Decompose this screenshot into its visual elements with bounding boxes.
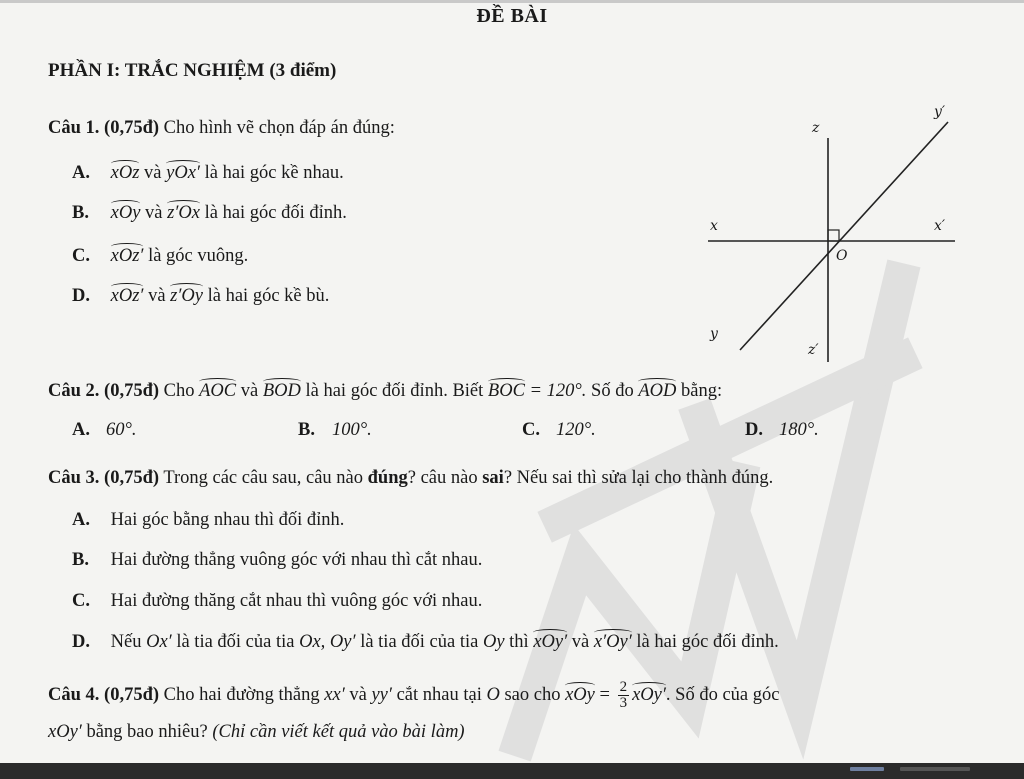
q4-text: Cho hai đường thẳng <box>163 684 320 705</box>
q2-stem <box>48 378 722 402</box>
option-text: là tia đối của tia <box>176 632 295 652</box>
q4-points: (0,75đ) <box>104 684 160 705</box>
q3-keyword-dung: đúng <box>367 468 408 488</box>
q2-points: (0,75đ) <box>104 381 160 401</box>
label-x: x <box>710 218 718 234</box>
taskbar-indicator <box>850 767 884 771</box>
q2-text: Số đo <box>591 381 634 401</box>
q4-text: bằng bao nhiêu? <box>86 722 208 742</box>
fraction-denominator: 3 <box>619 695 628 711</box>
q3-option-b[interactable] <box>72 550 482 571</box>
option-value: 60°. <box>106 420 137 440</box>
angle-symbol: xOy <box>565 682 595 706</box>
math-line: yy′ <box>371 684 392 705</box>
q4-equals: = <box>599 684 610 705</box>
q2-option-d[interactable] <box>745 420 819 441</box>
angle-figure <box>700 100 970 370</box>
option-letter: A. <box>72 163 90 183</box>
q3-text: Trong các câu sau, câu nào <box>163 468 363 488</box>
q3-text: ? câu nào <box>407 468 478 488</box>
option-letter: C. <box>522 420 540 440</box>
fraction-numerator: 2 <box>619 679 628 695</box>
angle-symbol: z′Ox <box>167 200 200 224</box>
math-point: O <box>486 684 500 705</box>
angle-symbol: x′Oy′ <box>594 629 632 653</box>
q4-stem-line2 <box>48 722 465 743</box>
q3-option-a[interactable] <box>72 510 344 531</box>
q1-option-b[interactable] <box>72 200 347 224</box>
angle-symbol: xOy′ <box>632 682 666 706</box>
q2-option-c[interactable] <box>522 420 596 441</box>
option-text: và <box>145 203 163 223</box>
math-angle: xOy′ <box>48 722 82 742</box>
option-text: là góc vuông. <box>148 246 249 266</box>
q4-text: và <box>349 684 367 705</box>
label-x-prime: x′ <box>934 218 946 234</box>
option-letter: D. <box>72 286 90 306</box>
section-heading: PHẦN I: TRẮC NGHIỆM (3 điểm) <box>48 60 337 81</box>
q2-text: bằng: <box>681 381 723 401</box>
option-value: 100°. <box>332 420 372 440</box>
q2-label: Câu 2. <box>48 381 100 401</box>
q4-stem <box>48 680 779 711</box>
q3-option-c[interactable] <box>72 591 482 612</box>
option-letter: C. <box>72 246 90 266</box>
angle-symbol: xOz′ <box>111 243 144 267</box>
option-text: thì <box>509 632 529 652</box>
option-text: Hai đường thẳng vuông góc với nhau thì cắt nhau. <box>110 550 483 570</box>
option-text: là hai góc kề bù. <box>207 286 330 306</box>
q2-option-a[interactable] <box>72 420 137 441</box>
option-letter: C. <box>72 591 90 611</box>
option-value: 120°. <box>556 420 596 440</box>
q1-stem <box>48 118 395 139</box>
angle-symbol: xOz′ <box>111 283 144 307</box>
angle-symbol: BOC <box>488 378 525 402</box>
math-ray: Ox′ <box>146 632 172 652</box>
label-o: O <box>836 248 848 264</box>
q1-option-c[interactable] <box>72 243 248 267</box>
q2-text: là hai góc đối đỉnh. Biết <box>305 381 484 401</box>
option-letter: D. <box>72 632 90 652</box>
q2-text: Cho <box>163 381 195 401</box>
q1-label: Câu 1. <box>48 118 100 138</box>
q3-stem <box>48 468 773 489</box>
q4-text: sao cho <box>504 684 561 705</box>
fraction <box>618 680 630 711</box>
q2-option-b[interactable] <box>298 420 372 441</box>
q1-points: (0,75đ) <box>104 118 160 138</box>
q3-text: ? Nếu sai thì sửa lại cho thành đúng. <box>503 468 774 488</box>
top-rule <box>0 0 1024 3</box>
option-letter: A. <box>72 420 90 440</box>
q3-option-d[interactable] <box>72 629 779 653</box>
option-value: 180°. <box>779 420 819 440</box>
option-letter: A. <box>72 510 90 530</box>
right-angle-mark <box>828 230 839 241</box>
q1-option-a[interactable] <box>72 160 344 184</box>
q2-text: và <box>240 381 259 401</box>
option-letter: B. <box>298 420 315 440</box>
option-letter: D. <box>745 420 763 440</box>
angle-symbol: yOx′ <box>166 160 200 184</box>
taskbar-indicator <box>900 767 970 771</box>
line-yy <box>740 122 948 350</box>
q3-points: (0,75đ) <box>104 468 160 488</box>
q4-label: Câu 4. <box>48 684 100 705</box>
q4-note: (Chỉ cần viết kết quả vào bài làm) <box>212 722 465 742</box>
option-text: và <box>148 286 166 306</box>
option-text: Hai góc bằng nhau thì đối đỉnh. <box>110 510 345 530</box>
figure-lines <box>700 100 970 370</box>
q4-text: . Số đo của góc <box>665 684 780 705</box>
option-text: và <box>144 163 162 183</box>
angle-symbol: xOy <box>111 200 141 224</box>
angle-symbol: AOC <box>199 378 236 402</box>
option-text: là hai góc kề nhau. <box>204 163 344 183</box>
page-title: ĐỀ BÀI <box>476 5 548 27</box>
option-text: và <box>571 632 590 652</box>
angle-symbol: AOD <box>638 378 676 402</box>
option-letter: B. <box>72 550 89 570</box>
q3-label: Câu 3. <box>48 468 100 488</box>
option-letter: B. <box>72 203 89 223</box>
q1-option-d[interactable] <box>72 283 329 307</box>
option-text: Hai đường thăng cắt nhau thì vuông góc với nhau. <box>110 591 483 611</box>
math-ray: Oy <box>482 632 505 652</box>
math-ray: Ox, Oy′ <box>299 632 356 652</box>
angle-symbol: xOz <box>111 160 140 184</box>
bottom-taskbar <box>0 763 1024 779</box>
label-y-prime: y′ <box>934 104 946 120</box>
label-y: y <box>710 326 718 342</box>
option-text: là hai góc đối đỉnh. <box>636 632 779 652</box>
angle-symbol: z′Oy <box>170 283 203 307</box>
label-z: z <box>812 120 820 136</box>
q2-equation: = 120°. <box>529 381 587 401</box>
label-z-prime: z′ <box>808 342 819 358</box>
option-text: là hai góc đối đỉnh. <box>204 203 347 223</box>
q1-text: Cho hình vẽ chọn đáp án đúng: <box>163 118 395 138</box>
option-text: Nếu <box>110 632 142 652</box>
option-text: là tia đối của tia <box>360 632 479 652</box>
q3-keyword-sai: sai <box>482 468 504 488</box>
angle-symbol: BOD <box>263 378 301 402</box>
q4-text: cắt nhau tại <box>396 684 482 705</box>
math-line: xx′ <box>324 684 345 705</box>
angle-symbol: xOy′ <box>533 629 567 653</box>
